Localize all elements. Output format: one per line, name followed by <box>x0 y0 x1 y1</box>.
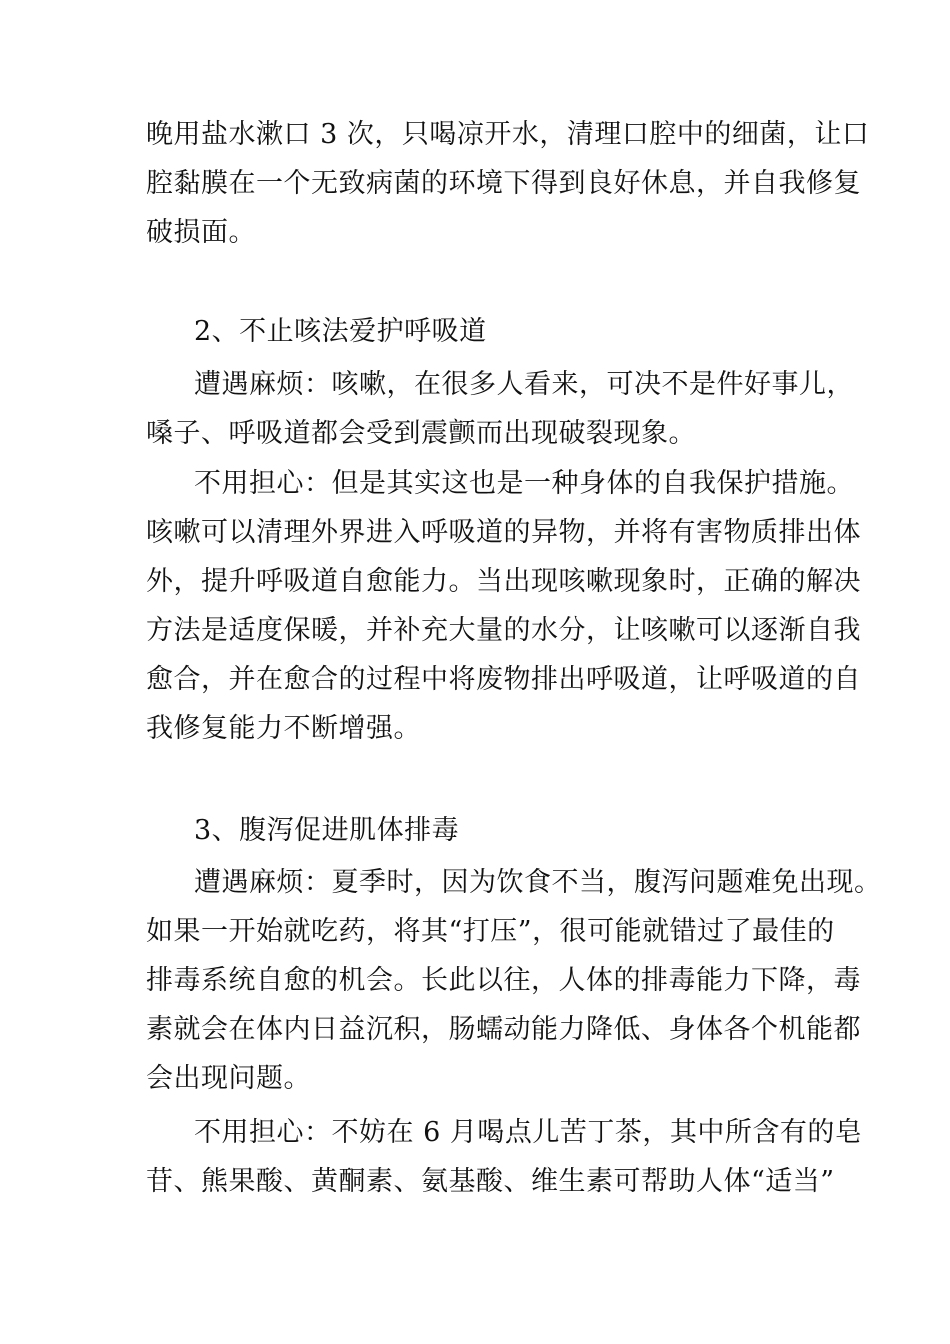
text-line: 素就会在体内日益沉积，肠蠕动能力降低、身体各个机能都 <box>146 1014 861 1045</box>
section-heading: 2、不止咳法爱护呼吸道 <box>194 316 487 347</box>
text-line: 愈合，并在愈合的过程中将废物排出呼吸道，让呼吸道的自 <box>146 664 861 695</box>
text-line: 会出现问题。 <box>146 1063 311 1094</box>
text-line: 排毒系统自愈的机会。长此以往，人体的排毒能力下降，毒 <box>146 965 861 996</box>
section-heading: 3、腹泻促进肌体排毒 <box>194 815 460 846</box>
section-2-trouble-paragraph <box>146 360 854 458</box>
text-line: 晚用盐水漱口 3 次，只喝凉开水，清理口腔中的细菌，让口 <box>146 119 870 150</box>
section-3-advice-paragraph <box>146 1108 863 1206</box>
section-3-heading <box>146 806 826 855</box>
text-line: 腔黏膜在一个无致病菌的环境下得到良好休息，并自我修复 <box>146 168 861 199</box>
text-line: 遭遇麻烦：咳嗽，在很多人看来，可决不是件好事儿， <box>194 369 854 400</box>
text-line: 咳嗽可以清理外界进入呼吸道的异物，并将有害物质排出体 <box>146 517 861 548</box>
section-2-heading <box>146 307 826 356</box>
text-line: 方法是适度保暖，并补充大量的水分，让咳嗽可以逐渐自我 <box>146 615 861 646</box>
text-line: 破损面。 <box>146 217 256 248</box>
section-3-trouble-paragraph <box>146 858 882 1103</box>
text-line: 嗓子、呼吸道都会受到震颤而出现破裂现象。 <box>146 418 696 449</box>
text-line: 不用担心：但是其实这也是一种身体的自我保护措施。 <box>194 468 854 499</box>
text-line: 如果一开始就吃药，将其“打压”，很可能就错过了最佳的 <box>146 916 835 947</box>
text-line: 我修复能力不断增强。 <box>146 713 421 744</box>
section-2-advice-paragraph <box>146 459 861 753</box>
text-line: 外，提升呼吸道自愈能力。当出现咳嗽现象时，正确的解决 <box>146 566 861 597</box>
text-line: 苷、熊果酸、黄酮素、氨基酸、维生素可帮助人体“适当” <box>146 1166 835 1197</box>
paragraph-continuation <box>146 110 870 257</box>
text-line: 不用担心：不妨在 6 月喝点儿苦丁茶，其中所含有的皂 <box>194 1117 863 1148</box>
text-line: 遭遇麻烦：夏季时，因为饮食不当，腹泻问题难免出现。 <box>194 867 882 898</box>
